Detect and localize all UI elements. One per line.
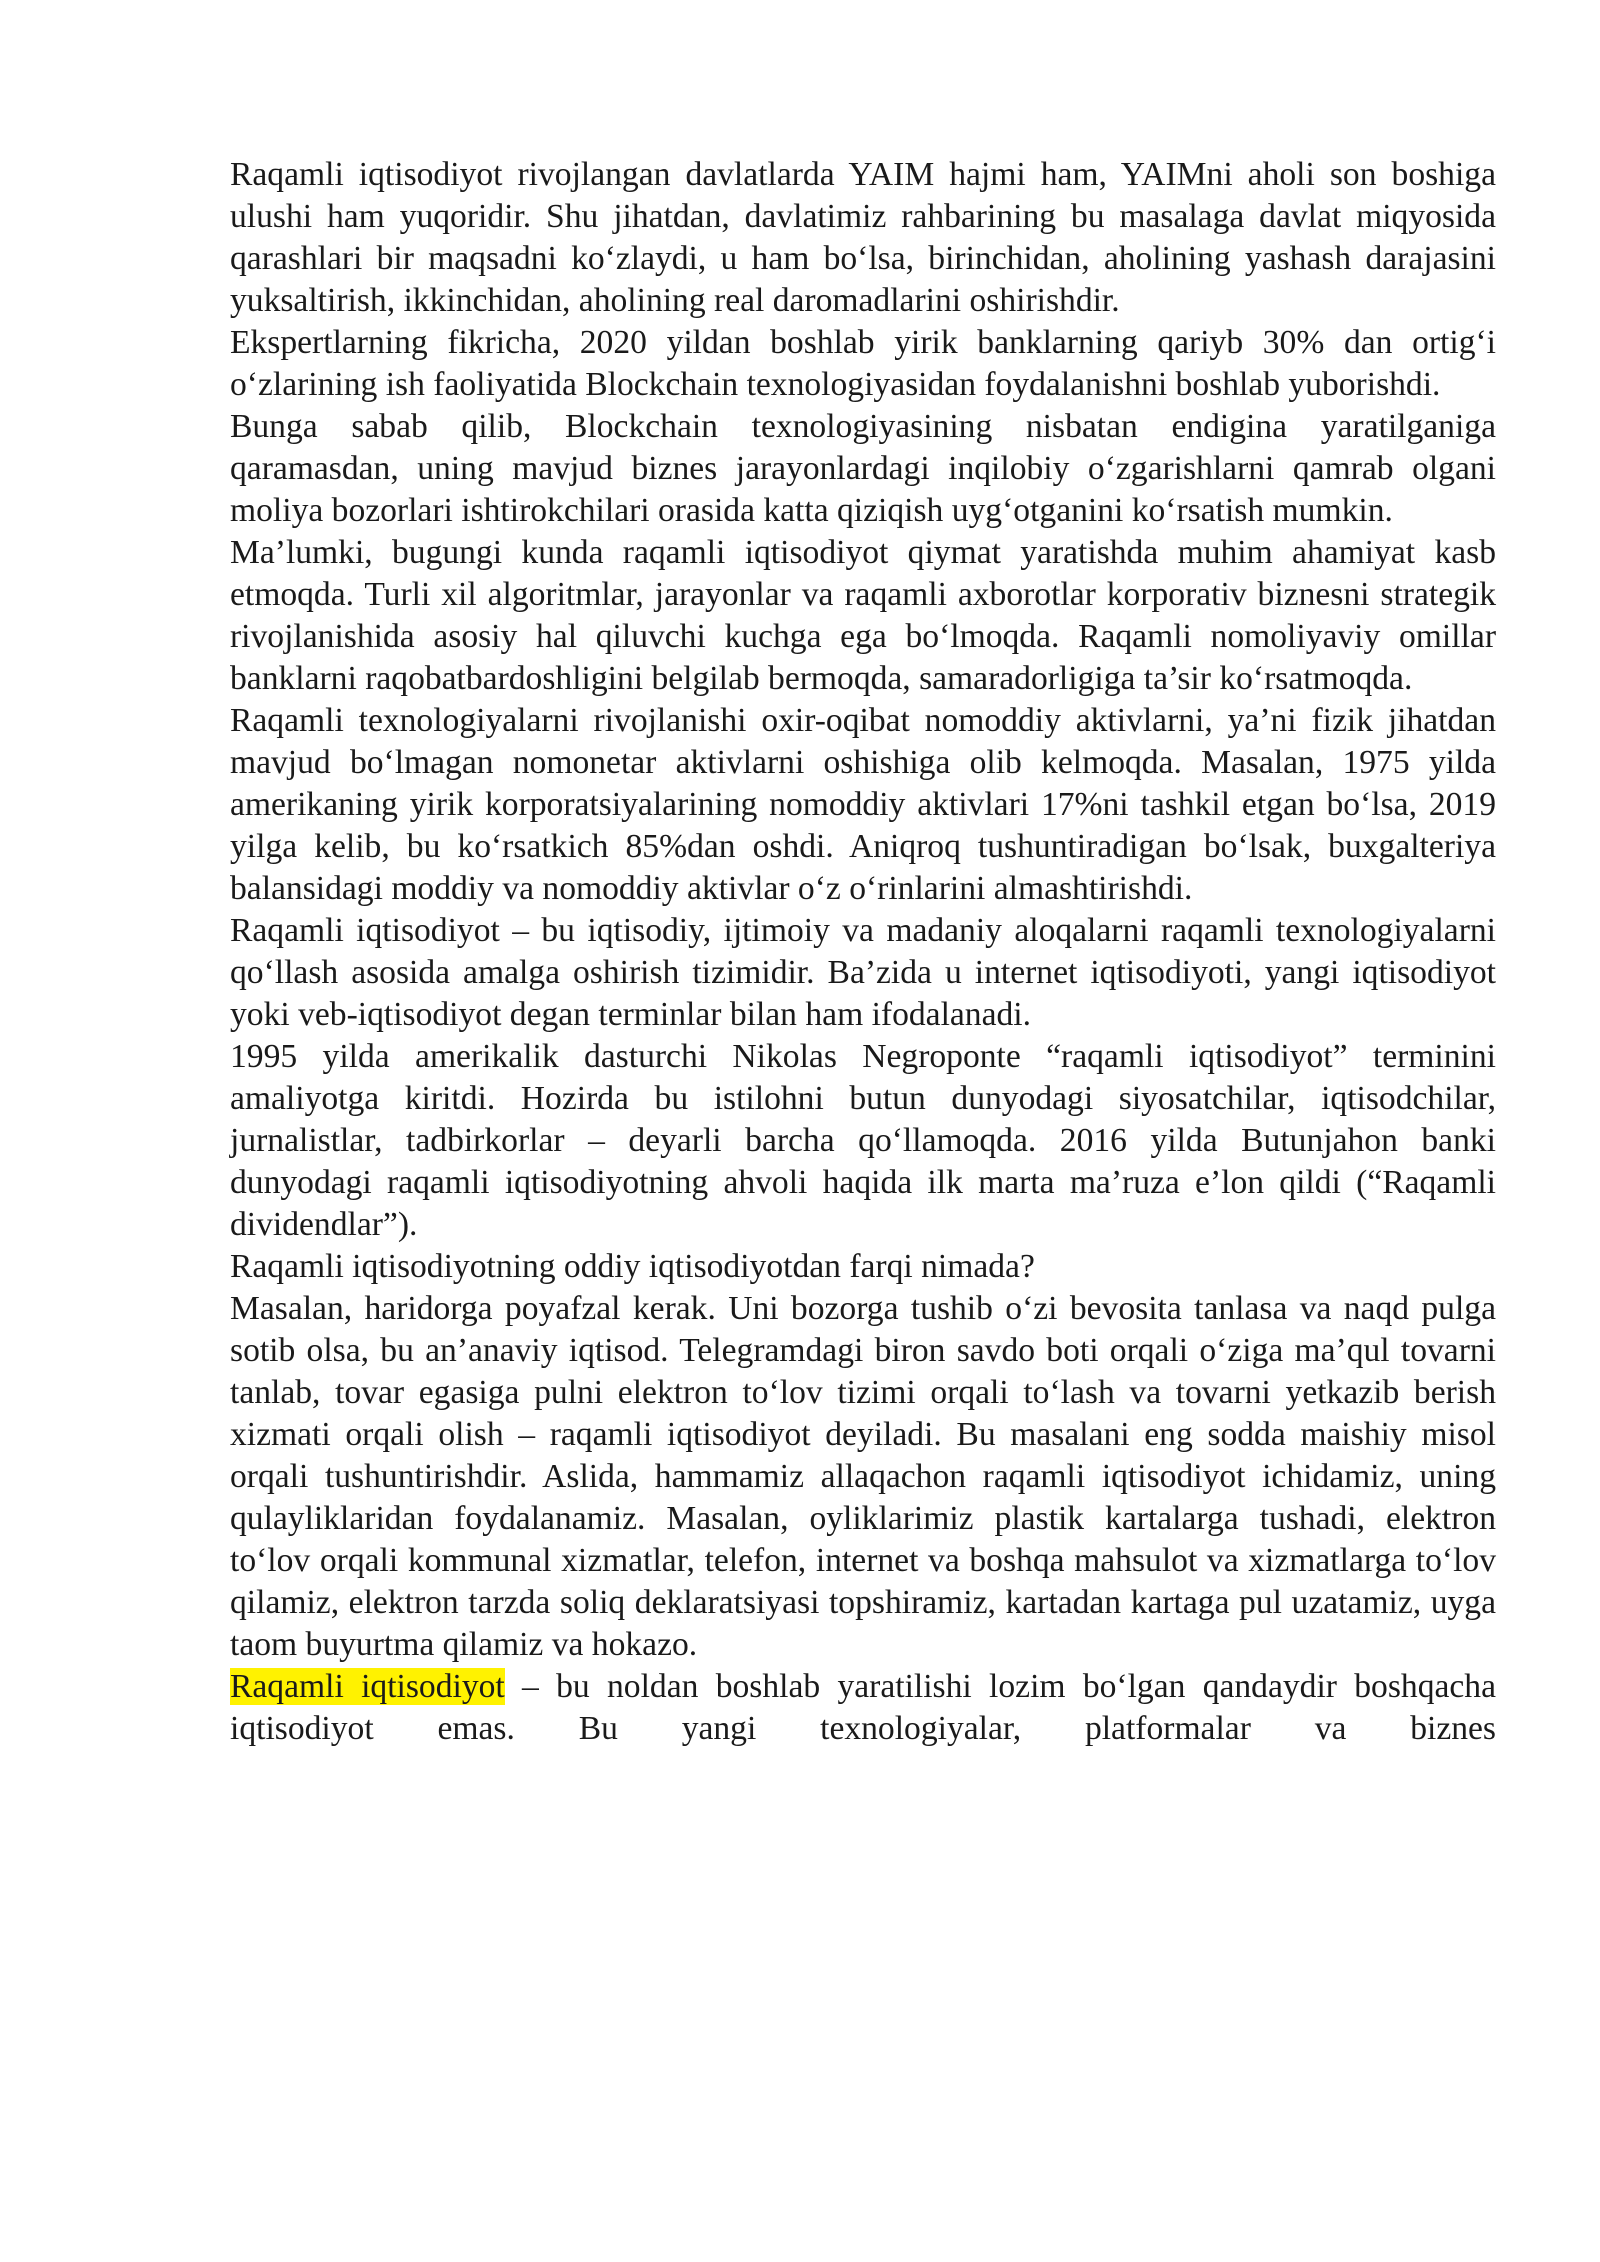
paragraph-10	[230, 1666, 1496, 1750]
paragraph-2: Ekspertlarning fikricha, 2020 yildan boshlab yirik banklarning qariyb 30% dan ortigʻi oʻzlarining ish faoliyatida Blockchain texnologiyasidan foydalanishni boshlab yuborishdi.	[230, 324, 1496, 403]
paragraph-1: Raqamli iqtisodiyot rivojlangan davlatlarda YAIM hajmi ham, YAIMni aholi son boshiga ulushi ham yuqoridir. Shu jihatdan, davlatimiz rahbarining bu masalaga davlat miqyosida qarashlari bir maqsadni koʻzlaydi, u ham boʻlsa, birinchidan, aholining yashash darajasini yuksaltirish, ikkinchidan, aholining real daromadlarini oshirishdir.	[230, 156, 1496, 319]
paragraph-6: Raqamli iqtisodiyot – bu iqtisodiy, ijtimoiy va madaniy aloqalarni raqamli texnologiyalarni qoʻllash asosida amalga oshirish tizimidir. Ba’zida u internet iqtisodiyoti, yangi iqtisodiyot yoki veb-iqtisodiyot degan terminlar bilan ham ifodalanadi.	[230, 912, 1496, 1033]
paragraph-8-question: Raqamli iqtisodiyotning oddiy iqtisodiyotdan farqi nimada?	[230, 1248, 1035, 1285]
paragraph-4: Ma’lumki, bugungi kunda raqamli iqtisodiyot qiymat yaratishda muhim ahamiyat kasb etmoqda. Turli xil algoritmlar, jarayonlar va raqamli axborotlar korporativ biznesni strategik rivojlanishida asosiy hal qiluvchi kuchga ega boʻlmoqda. Raqamli nomoliyaviy omillar banklarni raqobatbardoshligini belgilab bermoqda, samaradorligiga ta’sir koʻrsatmoqda.	[230, 534, 1496, 697]
paragraph-9: Masalan, haridorga poyafzal kerak. Uni bozorga tushib oʻzi bevosita tanlasa va naqd pulga sotib olsa, bu an’anaviy iqtisod. Telegramdagi biron savdo boti orqali oʻziga ma’qul tovarni tanlab, tovar egasiga pulni elektron toʻlov tizimi orqali toʻlash va tovarni yetkazib berish xizmati orqali olish – raqamli iqtisodiyot deyiladi. Bu masalani eng sodda maishiy misol orqali tushuntirishdir. Aslida, hammamiz allaqachon raqamli iqtisodiyot ichidamiz, uning qulayliklaridan foydalanamiz. Masalan, oyliklarimiz plastik kartalarga tushadi, elektron toʻlov orqali kommunal xizmatlar, telefon, internet va boshqa mahsulot va xizmatlarga toʻlov qilamiz, elektron tarzda soliq deklaratsiyasi topshiramiz, kartadan kartaga pul uzatamiz, uyga taom buyurtma qilamiz va hokazo.	[230, 1290, 1496, 1663]
paragraph-3: Bunga sabab qilib, Blockchain texnologiyasining nisbatan endigina yaratilganiga qaramasdan, uning mavjud biznes jarayonlardagi inqilobiy oʻzgarishlarni qamrab olgani moliya bozorlari ishtirokchilari orasida katta qiziqish uygʻotganini koʻrsatish mumkin.	[230, 408, 1496, 529]
paragraph-7: 1995 yilda amerikalik dasturchi Nikolas Negroponte “raqamli iqtisodiyot” terminini amaliyotga kiritdi. Hozirda bu istilohni butun dunyodagi siyosatchilar, iqtisodchilar, jurnalistlar, tadbirkorlar – deyarli barcha qoʻllamoqda. 2016 yilda Butunjahon banki dunyodagi raqamli iqtisodiyotning ahvoli haqida ilk marta ma’ruza e’lon qildi (“Raqamli dividendlar”).	[230, 1038, 1496, 1243]
paragraph-5: Raqamli texnologiyalarni rivojlanishi oxir-oqibat nomoddiy aktivlarni, ya’ni fizik jihatdan mavjud boʻlmagan nomonetar aktivlarni oshishiga olib kelmoqda. Masalan, 1975 yilda amerikaning yirik korporatsiyalarining nomoddiy aktivlari 17%ni tashkil etgan boʻlsa, 2019 yilga kelib, bu koʻrsatkich 85%dan oshdi. Aniqroq tushuntiradigan boʻlsak, buxgalteriya balansidagi moddiy va nomoddiy aktivlar oʻz oʻrinlarini almashtirishdi.	[230, 702, 1496, 907]
highlighted-term: Raqamli iqtisodiyot	[230, 1668, 505, 1705]
paragraph-10-text: – bu noldan boshlab yaratilishi lozim boʻlgan qandaydir boshqacha iqtisodiyot emas. Bu yangi texnologiyalar, platformalar va biznes	[230, 1668, 1496, 1747]
document-page	[230, 154, 1496, 1750]
